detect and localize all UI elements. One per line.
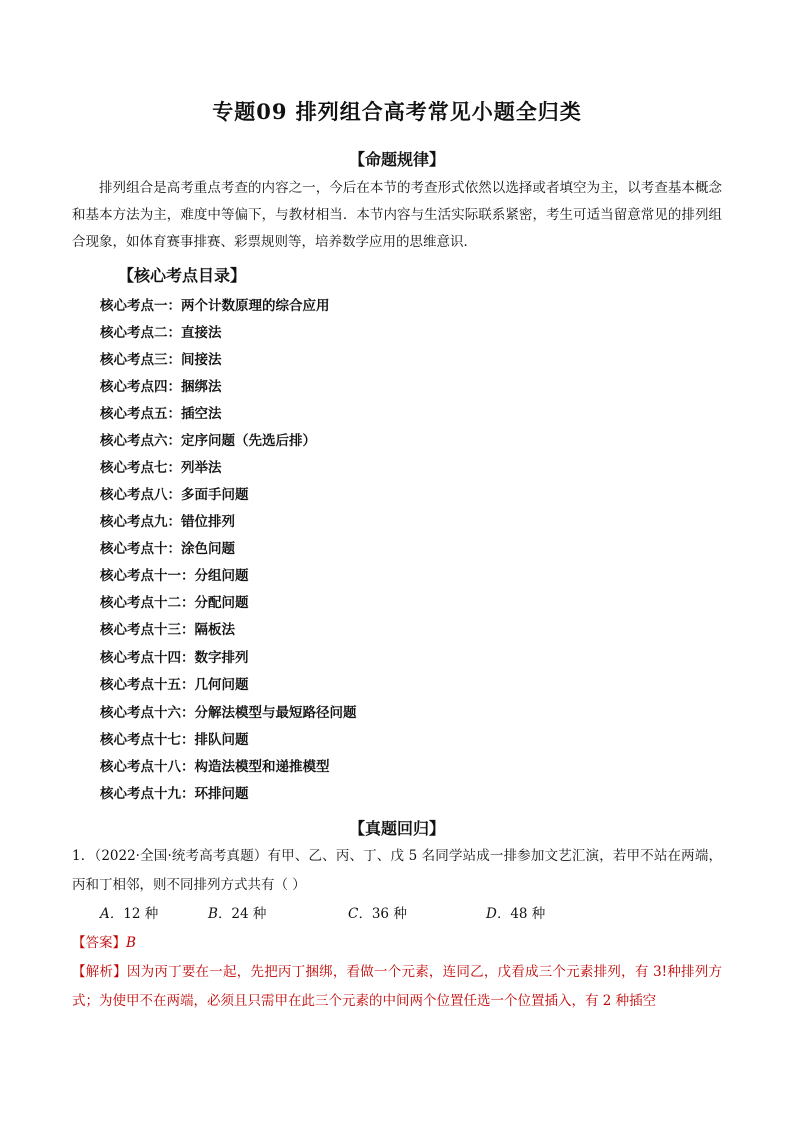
- toc-item: 核心考点十七：排队问题: [100, 732, 249, 748]
- toc-item: 核心考点十五：几何问题: [100, 677, 249, 693]
- toc-item: 核心考点四：捆绑法: [100, 379, 222, 395]
- toc-item: 核心考点三：间接法: [100, 352, 222, 368]
- toc-item: 核心考点二：直接法: [100, 325, 222, 341]
- toc-item: 核心考点十：涂色问题: [100, 541, 235, 557]
- toc-item: 核心考点八：多面手问题: [100, 487, 249, 503]
- toc-item: 核心考点一：两个计数原理的综合应用: [100, 298, 330, 314]
- toc-item: 核心考点九：错位排列: [100, 514, 235, 530]
- toc-item: 核心考点六：定序问题（先选后排）: [100, 433, 316, 449]
- analysis-text: 因为丙丁要在一起，先把丙丁捆绑，看做一个元素，连同乙，戊看成三个元素排列，有 3!种排列方式；为使甲不在两端，必须且只需甲在此三个元素的中间两个位置任选一个位置插入，有 2 种插空: [72, 964, 723, 1009]
- option-a: A．12 种: [100, 906, 159, 922]
- answer-value: B: [126, 935, 136, 951]
- document-title: 专题09 排列组合高考常见小题全归类: [212, 99, 582, 124]
- answer-label: 【答案】: [72, 935, 126, 951]
- section-heading-review: 【真题回归】: [348, 819, 445, 838]
- section-heading-toc: 【核心考点目录】: [118, 266, 247, 285]
- toc-item: 核心考点七：列举法: [100, 460, 222, 476]
- section-heading-rule: 【命题规律】: [348, 150, 445, 169]
- option-d: D．48 种: [486, 906, 546, 922]
- rule-paragraph: 排列组合是高考重点考查的内容之一，今后在本节的考查形式依然以选择或者填空为主，以考查基本概念和基本方法为主，难度中等偏下，与教材相当．本节内容与生活实际联系紧密，考生可适当留意常见的排列组合现象，如体育赛事排赛、彩票规则等，培养数学应用的思维意识．: [72, 180, 722, 250]
- analysis-label: 【解析】: [72, 964, 127, 980]
- option-c: C．36 种: [348, 906, 407, 922]
- toc-item: 核心考点十九：环排问题: [100, 786, 249, 802]
- answer-line: [72, 929, 136, 958]
- toc-item: 核心考点十四：数字排列: [100, 650, 249, 666]
- toc-item: 核心考点十八：构造法模型和递推模型: [100, 759, 330, 775]
- toc-item: 核心考点十二：分配问题: [100, 595, 249, 611]
- option-b: B．24 种: [208, 906, 267, 922]
- analysis-block: [72, 958, 722, 1016]
- toc-item: 核心考点五：插空法: [100, 406, 222, 422]
- toc-item: 核心考点十六：分解法模型与最短路径问题: [100, 705, 357, 721]
- toc-item: 核心考点十一：分组问题: [100, 568, 249, 584]
- toc-item: 核心考点十三：隔板法: [100, 622, 235, 638]
- question-text: 1．（2022·全国·统考高考真题）有甲、乙、丙、丁、戊 5 名同学站成一排参加文艺汇演，若甲不站在两端，丙和丁相邻，则不同排列方式共有（ ）: [72, 848, 722, 893]
